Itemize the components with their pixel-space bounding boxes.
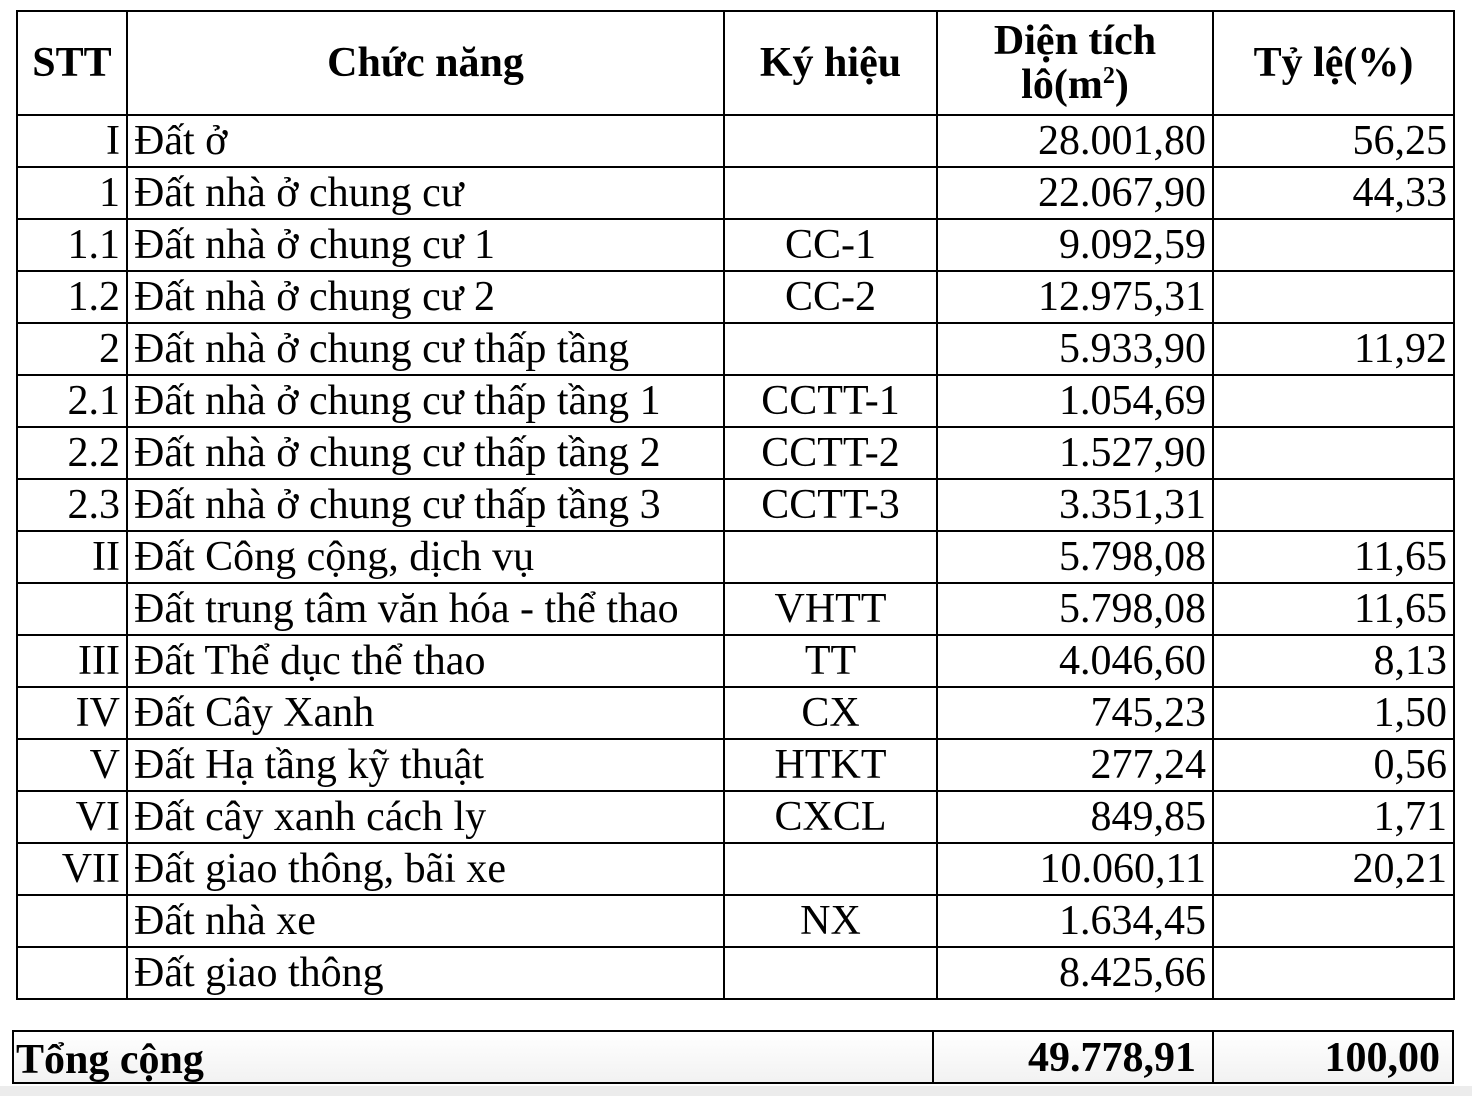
cell-area: 10.060,11 xyxy=(937,843,1213,895)
cell-area: 5.798,08 xyxy=(937,531,1213,583)
table-row xyxy=(17,843,1454,895)
table-row xyxy=(17,427,1454,479)
header-area-line1: Diện tích xyxy=(993,18,1157,64)
cell-name: Đất nhà ở chung cư 1 xyxy=(127,219,724,271)
cell-stt: IV xyxy=(17,687,127,739)
cell-area: 3.351,31 xyxy=(937,479,1213,531)
total-label: Tổng cộng xyxy=(16,1037,204,1083)
cell-stt: III xyxy=(17,635,127,687)
total-row xyxy=(12,1030,1454,1084)
table-row xyxy=(17,687,1454,739)
cell-area: 745,23 xyxy=(937,687,1213,739)
cell-area: 5.933,90 xyxy=(937,323,1213,375)
cell-stt: 1 xyxy=(17,167,127,219)
cell-code xyxy=(724,115,937,167)
cell-name: Đất nhà xe xyxy=(127,895,724,947)
table-row xyxy=(17,739,1454,791)
cell-code: VHTT xyxy=(724,583,937,635)
cell-code: HTKT xyxy=(724,739,937,791)
cell-stt: V xyxy=(17,739,127,791)
total-area: 49.778,91 xyxy=(932,1030,1212,1084)
cell-name: Đất nhà ở chung cư thấp tầng xyxy=(127,323,724,375)
header-stt: STT xyxy=(17,11,127,115)
cell-stt xyxy=(17,583,127,635)
header-row xyxy=(17,11,1454,115)
cell-area: 1.054,69 xyxy=(937,375,1213,427)
cell-name: Đất nhà ở chung cư thấp tầng 2 xyxy=(127,427,724,479)
cell-pct: 8,13 xyxy=(1213,635,1454,687)
table-row xyxy=(17,583,1454,635)
cell-stt xyxy=(17,947,127,999)
header-area-line2: lô(m xyxy=(1021,62,1103,108)
cell-pct xyxy=(1213,427,1454,479)
header-code: Ký hiệu xyxy=(724,11,937,115)
table-row xyxy=(17,531,1454,583)
cell-code: NX xyxy=(724,895,937,947)
cell-pct xyxy=(1213,271,1454,323)
table-row xyxy=(17,895,1454,947)
table-row xyxy=(17,375,1454,427)
cell-name: Đất Thể dục thể thao xyxy=(127,635,724,687)
table-row xyxy=(17,791,1454,843)
header-pct: Tỷ lệ(%) xyxy=(1213,11,1454,115)
cell-pct: 11,65 xyxy=(1213,531,1454,583)
cell-stt xyxy=(17,895,127,947)
cell-code xyxy=(724,167,937,219)
cell-code: CC-2 xyxy=(724,271,937,323)
cell-code: CCTT-2 xyxy=(724,427,937,479)
cell-stt: 2 xyxy=(17,323,127,375)
cell-stt: I xyxy=(17,115,127,167)
cell-name: Đất giao thông, bãi xe xyxy=(127,843,724,895)
cell-pct xyxy=(1213,479,1454,531)
cell-code: CCTT-1 xyxy=(724,375,937,427)
cell-pct xyxy=(1213,947,1454,999)
table-row xyxy=(17,167,1454,219)
cell-pct: 20,21 xyxy=(1213,843,1454,895)
header-area-sup: 2 xyxy=(1102,63,1115,89)
cell-code: CX xyxy=(724,687,937,739)
cell-pct: 11,92 xyxy=(1213,323,1454,375)
bottom-band xyxy=(0,1086,1472,1096)
total-pct: 100,00 xyxy=(1212,1030,1454,1084)
header-area-close: ) xyxy=(1114,62,1129,108)
table-body xyxy=(17,115,1454,999)
table-row xyxy=(17,323,1454,375)
cell-pct: 44,33 xyxy=(1213,167,1454,219)
table-row xyxy=(17,635,1454,687)
cell-pct xyxy=(1213,895,1454,947)
cell-pct: 11,65 xyxy=(1213,583,1454,635)
cell-area: 277,24 xyxy=(937,739,1213,791)
cell-pct: 1,50 xyxy=(1213,687,1454,739)
cell-code: CXCL xyxy=(724,791,937,843)
cell-code xyxy=(724,843,937,895)
cell-name: Đất giao thông xyxy=(127,947,724,999)
cell-code: TT xyxy=(724,635,937,687)
table-row xyxy=(17,271,1454,323)
cell-stt: 1.1 xyxy=(17,219,127,271)
cell-name: Đất cây xanh cách ly xyxy=(127,791,724,843)
cell-area: 9.092,59 xyxy=(937,219,1213,271)
cell-code xyxy=(724,531,937,583)
cell-name: Đất nhà ở chung cư thấp tầng 3 xyxy=(127,479,724,531)
table-row xyxy=(17,219,1454,271)
cell-area: 8.425,66 xyxy=(937,947,1213,999)
cell-name: Đất trung tâm văn hóa - thể thao xyxy=(127,583,724,635)
table-row xyxy=(17,947,1454,999)
header-name: Chức năng xyxy=(127,11,724,115)
cell-name: Đất nhà ở chung cư thấp tầng 1 xyxy=(127,375,724,427)
cell-name: Đất nhà ở chung cư xyxy=(127,167,724,219)
land-use-table xyxy=(16,10,1455,1000)
cell-code: CCTT-3 xyxy=(724,479,937,531)
cell-name: Đất ở xyxy=(127,115,724,167)
cell-name: Đất Cây Xanh xyxy=(127,687,724,739)
cell-stt: 1.2 xyxy=(17,271,127,323)
cell-area: 4.046,60 xyxy=(937,635,1213,687)
table-row xyxy=(17,479,1454,531)
cell-code: CC-1 xyxy=(724,219,937,271)
cell-area: 1.527,90 xyxy=(937,427,1213,479)
cell-stt: 2.3 xyxy=(17,479,127,531)
cell-stt: 2.1 xyxy=(17,375,127,427)
table-row xyxy=(17,115,1454,167)
cell-area: 1.634,45 xyxy=(937,895,1213,947)
cell-area: 22.067,90 xyxy=(937,167,1213,219)
cell-stt: VII xyxy=(17,843,127,895)
cell-code xyxy=(724,323,937,375)
cell-name: Đất Hạ tầng kỹ thuật xyxy=(127,739,724,791)
cell-name: Đất Công cộng, dịch vụ xyxy=(127,531,724,583)
header-area xyxy=(937,11,1213,115)
cell-pct: 0,56 xyxy=(1213,739,1454,791)
cell-pct: 1,71 xyxy=(1213,791,1454,843)
cell-code xyxy=(724,947,937,999)
cell-area: 12.975,31 xyxy=(937,271,1213,323)
cell-pct xyxy=(1213,375,1454,427)
cell-area: 5.798,08 xyxy=(937,583,1213,635)
cell-area: 849,85 xyxy=(937,791,1213,843)
cell-stt: II xyxy=(17,531,127,583)
cell-pct: 56,25 xyxy=(1213,115,1454,167)
cell-stt: VI xyxy=(17,791,127,843)
cell-stt: 2.2 xyxy=(17,427,127,479)
cell-name: Đất nhà ở chung cư 2 xyxy=(127,271,724,323)
cell-pct xyxy=(1213,219,1454,271)
cell-area: 28.001,80 xyxy=(937,115,1213,167)
